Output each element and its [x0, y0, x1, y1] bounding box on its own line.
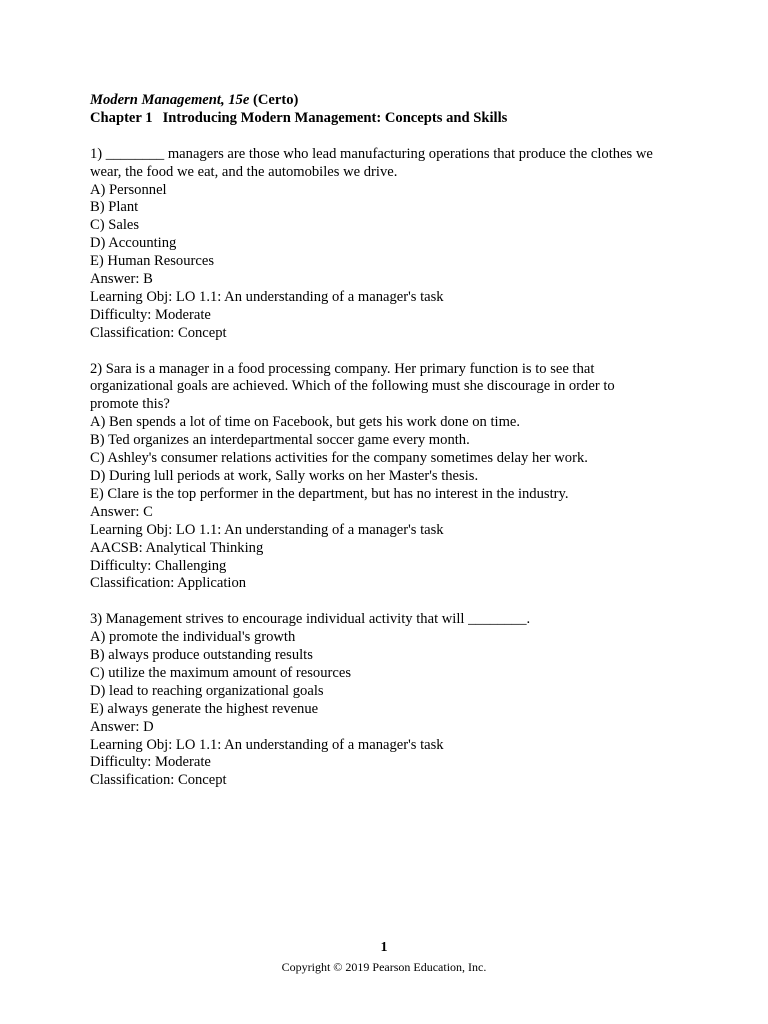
question-stem-line: promote this?	[90, 396, 170, 413]
answer-option: D) Accounting	[90, 235, 177, 252]
answer-option: B) Plant	[90, 199, 139, 216]
question-stem-line: wear, the food we eat, and the automobiles we drive.	[90, 163, 398, 180]
answer-option: C) utilize the maximum amount of resources	[90, 664, 351, 681]
difficulty: Difficulty: Moderate	[90, 754, 211, 771]
book-author: (Certo)	[252, 92, 299, 108]
copyright-notice: Copyright © 2019 Pearson Education, Inc.	[281, 960, 487, 974]
classification: Classification: Application	[90, 575, 247, 592]
answer-option: E) Clare is the top performer in the department, but has no interest in the industry.	[90, 485, 569, 502]
answer-option: A) Personnel	[90, 181, 167, 198]
answer-key: Answer: D	[90, 718, 154, 735]
question-2	[90, 361, 690, 594]
classification: Classification: Concept	[90, 324, 227, 341]
classification: Classification: Concept	[90, 772, 227, 789]
answer-option: B) always produce outstanding results	[90, 647, 313, 664]
learning-objective: Learning Obj: LO 1.1: An understanding of a manager's task	[90, 736, 444, 753]
learning-objective: Learning Obj: LO 1.1: An understanding of a manager's task	[90, 288, 444, 305]
difficulty: Difficulty: Moderate	[90, 306, 211, 323]
chapter-label: Chapter 1	[90, 109, 153, 126]
question-3	[90, 611, 690, 790]
page-content	[90, 92, 690, 790]
learning-objective: Learning Obj: LO 1.1: An understanding of a manager's task	[90, 521, 444, 538]
answer-key: Answer: C	[90, 503, 153, 520]
chapter-title: Introducing Modern Management: Concepts and Skills	[162, 109, 508, 126]
question-stem-line: organizational goals are achieved. Which of the following must she discourage in order to	[90, 378, 615, 395]
answer-option: D) lead to reaching organizational goals	[90, 682, 324, 699]
answer-option: D) During lull periods at work, Sally works on her Master's thesis.	[90, 468, 479, 484]
question-stem-line: 2) Sara is a manager in a food processing company. Her primary function is to see that	[90, 360, 595, 377]
answer-option: E) Human Resources	[90, 253, 215, 270]
answer-option: E) always generate the highest revenue	[90, 700, 319, 717]
chapter-heading	[90, 110, 690, 128]
answer-option: C) Ashley's consumer relations activities for the company sometimes delay her work.	[90, 450, 588, 467]
answer-option: B) Ted organizes an interdepartmental soccer game every month.	[90, 432, 470, 449]
answer-option: A) Ben spends a lot of time on Facebook, but gets his work done on time.	[90, 414, 521, 431]
question-1	[90, 146, 690, 343]
difficulty: Difficulty: Challenging	[90, 557, 227, 574]
answer-option: A) promote the individual's growth	[90, 629, 296, 646]
page-number: 1	[380, 940, 388, 955]
book-title: Modern Management, 15e	[90, 92, 250, 108]
aacsb-standard: AACSB: Analytical Thinking	[90, 539, 264, 556]
answer-key: Answer: B	[90, 271, 153, 288]
answer-option: C) Sales	[90, 217, 140, 234]
question-stem-line: 3) Management strives to encourage individual activity that will ________.	[90, 611, 531, 628]
question-stem-line: 1) ________ managers are those who lead manufacturing operations that produce the clothes we	[90, 145, 653, 162]
book-title-line	[90, 92, 690, 110]
